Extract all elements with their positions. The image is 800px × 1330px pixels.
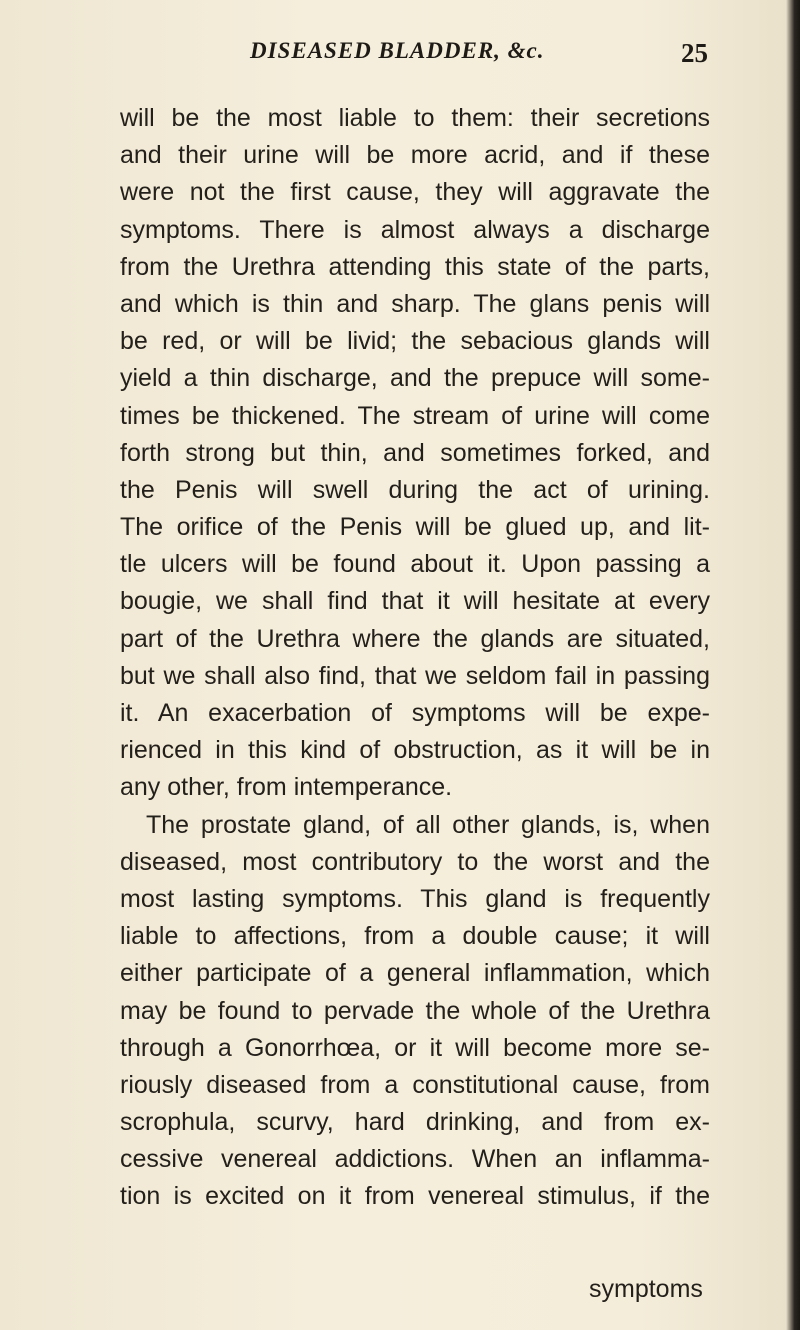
text-line: cessive venereal addictions. When an inflamma- xyxy=(120,1145,710,1174)
text-line: part of the Urethra where the glands are situated, xyxy=(120,624,710,653)
text-line: most lasting symptoms. This gland is frequently xyxy=(120,884,710,913)
page-number: 25 xyxy=(681,38,708,68)
text-line: diseased, most contributory to the worst and the xyxy=(120,847,710,876)
text-line: symptoms. There is almost always a discharge xyxy=(120,215,710,244)
running-title: DISEASED BLADDER, &c. xyxy=(250,38,545,63)
page-edge-shadow xyxy=(786,0,800,1330)
text-line: and their urine will be more acrid, and if these xyxy=(120,141,710,170)
body-text xyxy=(120,100,710,1216)
text-line: may be found to pervade the whole of the Urethra xyxy=(120,996,710,1025)
catchword: symptoms xyxy=(589,1275,703,1303)
text-line: the Penis will swell during the act of urining. xyxy=(120,475,710,504)
text-line: times be thickened. The stream of urine will come xyxy=(120,401,710,430)
text-line: it. An exacerbation of symptoms will be expe- xyxy=(120,699,710,727)
text-line: tle ulcers will be found about it. Upon passing a xyxy=(120,550,710,579)
text-line: any other, from intemperance. xyxy=(120,773,453,802)
text-line: were not the first cause, they will aggravate the xyxy=(120,178,710,207)
text-line: scrophula, scurvy, hard drinking, and from ex- xyxy=(120,1108,710,1137)
text-line: bougie, we shall find that it will hesitate at every xyxy=(120,587,710,616)
text-line: and which is thin and sharp. The glans penis will xyxy=(120,289,710,318)
text-line: either participate of a general inflammation, which xyxy=(120,959,710,988)
text-line: through a Gonorrhœa, or it will become more se- xyxy=(120,1033,710,1062)
text-line: riously diseased from a constitutional cause, from xyxy=(120,1070,710,1099)
text-line: will be the most liable to them: their secretions xyxy=(120,104,710,132)
text-line: yield a thin discharge, and the prepuce will some- xyxy=(120,364,710,393)
text-line: The prostate gland, of all other glands, is, when xyxy=(146,810,710,839)
text-line: be red, or will be livid; the sebacious glands will xyxy=(120,327,710,356)
text-line: from the Urethra attending this state of the parts, xyxy=(120,252,710,281)
text-line: The orifice of the Penis will be glued up, and lit- xyxy=(120,513,710,542)
text-line: liable to affections, from a double cause; it will xyxy=(120,922,710,951)
text-line: forth strong but thin, and sometimes forked, and xyxy=(120,438,710,467)
text-line: tion is excited on it from venereal stimulus, if the xyxy=(120,1182,710,1211)
text-line: but we shall also find, that we seldom fail in passing xyxy=(120,661,710,690)
text-line: rienced in this kind of obstruction, as it will be in xyxy=(120,736,710,765)
